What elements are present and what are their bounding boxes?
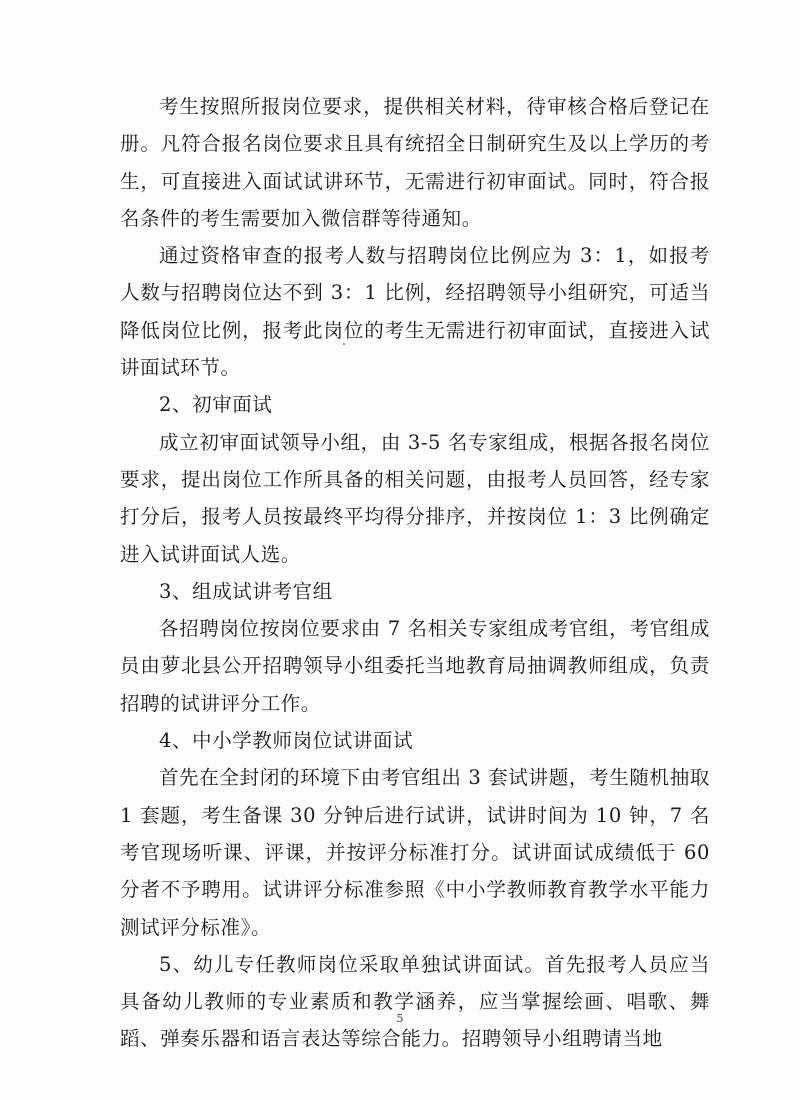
heading-preliminary-interview: 2、初审面试 [159, 393, 273, 417]
document-body [120, 88, 710, 1058]
paragraph-preschool-teacher: 5、幼儿专任教师岗位采取单独试讲面试。首先报考人员应当具备幼儿教师的专业素质和教学涵养，应当掌握绘画、唱歌、舞蹈、弹奏乐器和语言表达等综合能力。招聘领导小组聘请当地 [120, 952, 710, 1051]
heading-teacher-trial-lecture: 4、中小学教师岗位试讲面试 [159, 729, 414, 753]
paragraph-qualification-review: 考生按照所报岗位要求，提供相关材料，待审核合格后登记在册。凡符合报名岗位要求且具有统招全日制研究生及以上学历的考生，可直接进入面试试讲环节，无需进行初审面试。同时，符合报名条件的考生需要加入微信群等待通知。 [120, 95, 710, 230]
scan-speck [343, 343, 345, 345]
page-number: 5 [396, 1012, 404, 1025]
paragraph-applicant-ratio: 通过资格审查的报考人数与招聘岗位比例应为 3：1，如报考人数与招聘岗位达不到 3：1 比例，经招聘领导小组研究，可适当降低岗位比例，报考此岗位的考生无需进行初审面试，直接进入试讲面试环节。 [120, 244, 710, 380]
paragraph-examiner-group: 各招聘岗位按岗位要求由 7 名相关专家组成考官组，考官组成员由萝北县公开招聘领导小组委托当地教育局抽调教师组成，负责招聘的试讲评分工作。 [120, 617, 710, 715]
paragraph-teacher-trial-lecture: 首先在全封闭的环境下由考官组出 3 套试讲题，考生随机抽取 1 套题，考生备课 30 分钟后进行试讲，试讲时间为 10 钟，7 名考官现场听课、评课，并按评分标准打分。试讲面试成绩低于 60 分者不予聘用。试讲评分标准参照《中小学教师教育教学水平能力测试评分标准》。 [120, 766, 710, 939]
paragraph-preliminary-interview: 成立初审面试领导小组，由 3-5 名专家组成，根据各报名岗位要求，提出岗位工作所具备的相关问题，由报考人员回答，经专家打分后，报考人员按最终平均得分排序，并按岗位 1：3 比例确定进入试讲面试人选。 [120, 430, 710, 566]
heading-examiner-group: 3、组成试讲考官组 [159, 579, 333, 603]
